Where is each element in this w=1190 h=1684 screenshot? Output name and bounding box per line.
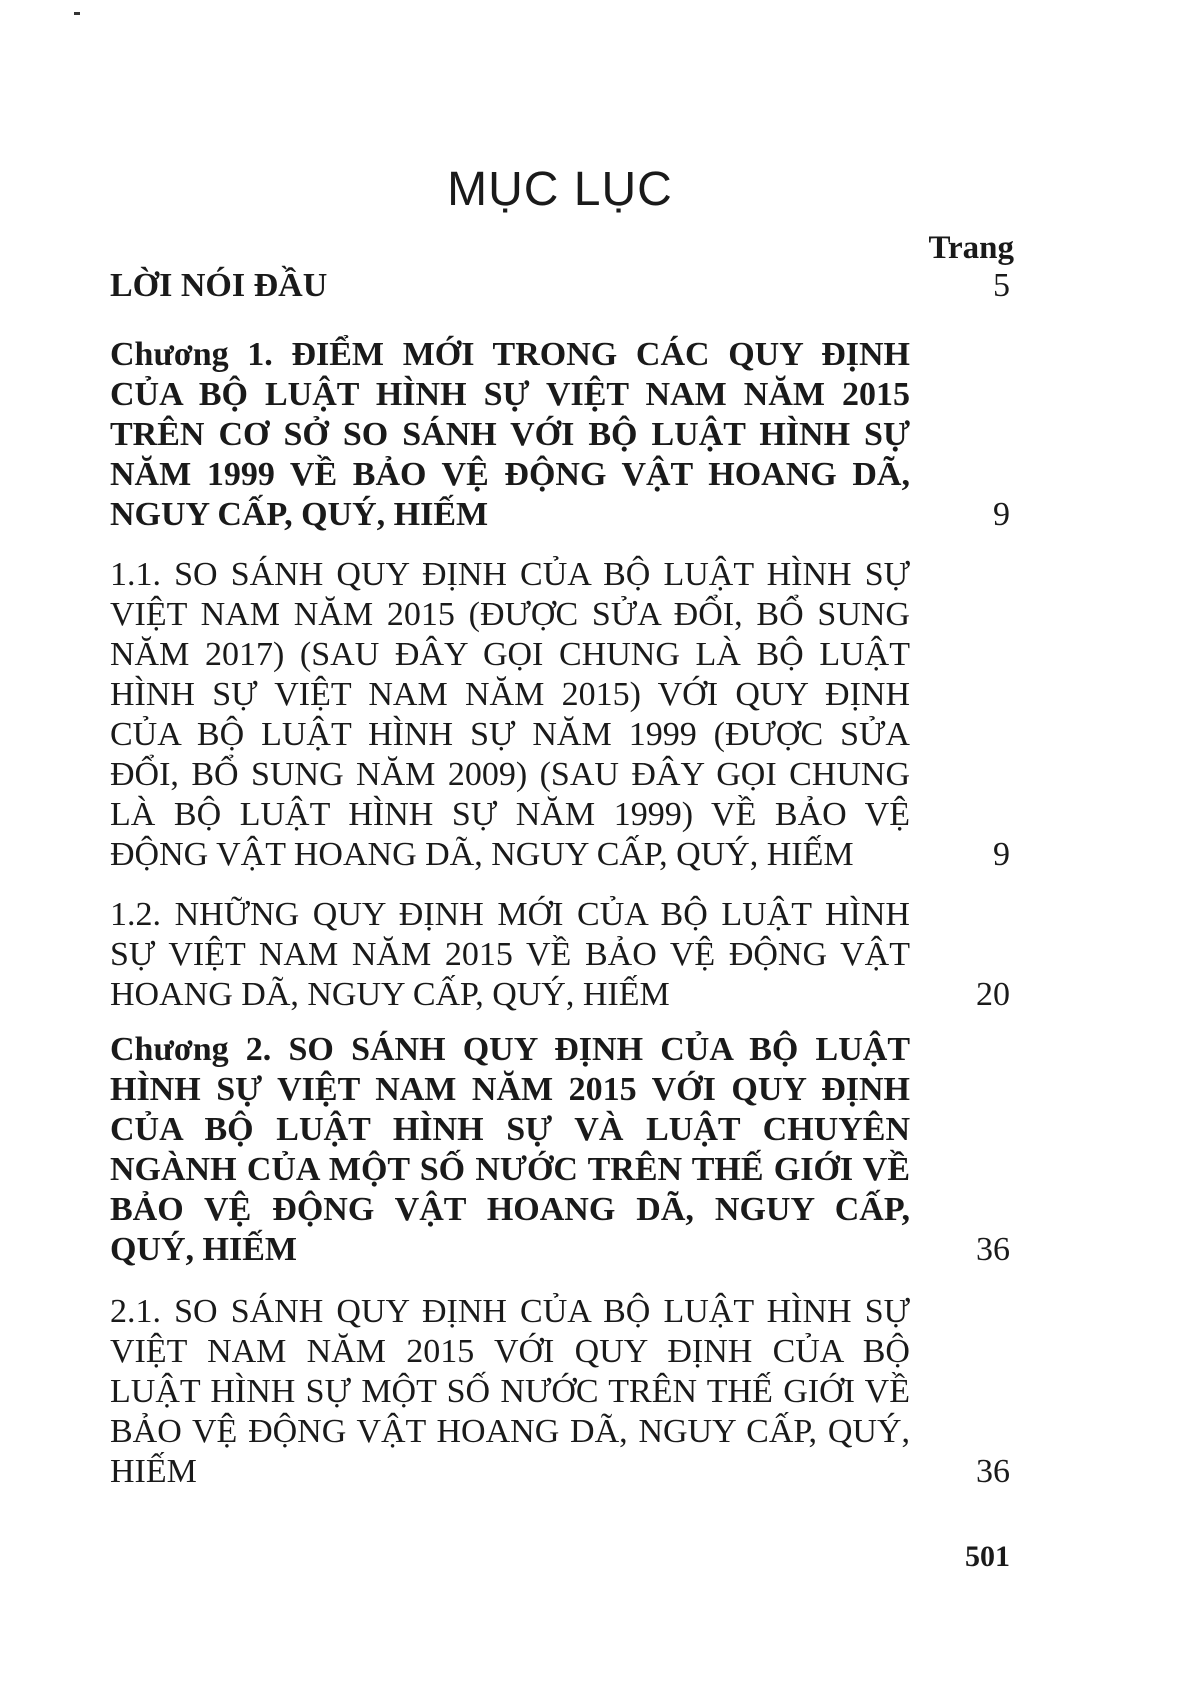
toc-entry-section-1-2[interactable] bbox=[110, 895, 1010, 1015]
toc-entry-title: Chương 2. SO SÁNH QUY ĐỊNH CỦA BỘ LUẬT HÌNH SỰ VIỆT NAM NĂM 2015 VỚI QUY ĐỊNH CỦA BỘ LUẬT HÌNH SỰ VÀ LUẬT CHUYÊN NGÀNH CỦA MỘT SỐ NƯỚC TRÊN THẾ GIỚI VỀ BẢO VỆ ĐỘNG VẬT HOANG DÃ, NGUY CẤP, QUÝ, HIẾM bbox=[110, 1031, 910, 1268]
toc-entry-title: 1.2. NHỮNG QUY ĐỊNH MỚI CỦA BỘ LUẬT HÌNH SỰ VIỆT NAM NĂM 2015 VỀ BẢO VỆ ĐỘNG VẬT HOANG DÃ, NGUY CẤP, QUÝ, HIẾM bbox=[110, 896, 910, 1013]
toc-entry-section-1-1[interactable] bbox=[110, 555, 1010, 875]
toc-entry-title: 2.1. SO SÁNH QUY ĐỊNH CỦA BỘ LUẬT HÌNH SỰ VIỆT NAM NĂM 2015 VỚI QUY ĐỊNH CỦA BỘ LUẬT HÌNH SỰ MỘT SỐ NƯỚC TRÊN THẾ GIỚI VỀ BẢO VỆ ĐỘNG VẬT HOANG DÃ, NGUY CẤP, QUÝ, HIẾM bbox=[110, 1293, 910, 1490]
page-column-label: Trang bbox=[928, 230, 1014, 266]
toc-entry-page: 9 bbox=[993, 836, 1010, 873]
page-title: MỤC LỤC bbox=[447, 163, 673, 216]
footer-page-number: 501 bbox=[965, 1540, 1010, 1573]
toc-entry-page: 9 bbox=[993, 496, 1010, 533]
toc-entry-page: 36 bbox=[976, 1453, 1010, 1490]
toc-entry-page: 5 bbox=[993, 267, 1010, 304]
scan-mark bbox=[74, 12, 80, 15]
toc-entry-foreword[interactable] bbox=[110, 266, 1010, 306]
toc-entry-page: 20 bbox=[976, 976, 1010, 1013]
toc-entry-page: 36 bbox=[976, 1231, 1010, 1268]
toc-entry-section-2-1[interactable] bbox=[110, 1292, 1010, 1492]
toc-entry-title: 1.1. SO SÁNH QUY ĐỊNH CỦA BỘ LUẬT HÌNH SỰ VIỆT NAM NĂM 2015 (ĐƯỢC SỬA ĐỔI, BỔ SUNG NĂM 2017) (SAU ĐÂY GỌI CHUNG LÀ BỘ LUẬT HÌNH SỰ VIỆT NAM NĂM 2015) VỚI QUY ĐỊNH CỦA BỘ LUẬT HÌNH SỰ NĂM 1999 (ĐƯỢC SỬA ĐỔI, BỔ SUNG NĂM 2009) (SAU ĐÂY GỌI CHUNG LÀ BỘ LUẬT HÌNH SỰ NĂM 1999) VỀ BẢO VỆ ĐỘNG VẬT HOANG DÃ, NGUY CẤP, QUÝ, HIẾM bbox=[110, 556, 910, 873]
toc-entry-chapter-1[interactable] bbox=[110, 335, 1010, 535]
toc-entry-title: LỜI NÓI ĐẦU bbox=[110, 267, 328, 304]
toc-entry-chapter-2[interactable] bbox=[110, 1030, 1010, 1270]
toc-entry-title: Chương 1. ĐIỂM MỚI TRONG CÁC QUY ĐỊNH CỦA BỘ LUẬT HÌNH SỰ VIỆT NAM NĂM 2015 TRÊN CƠ SỞ SO SÁNH VỚI BỘ LUẬT HÌNH SỰ NĂM 1999 VỀ BẢO VỆ ĐỘNG VẬT HOANG DÃ, NGUY CẤP, QUÝ, HIẾM bbox=[110, 336, 910, 533]
